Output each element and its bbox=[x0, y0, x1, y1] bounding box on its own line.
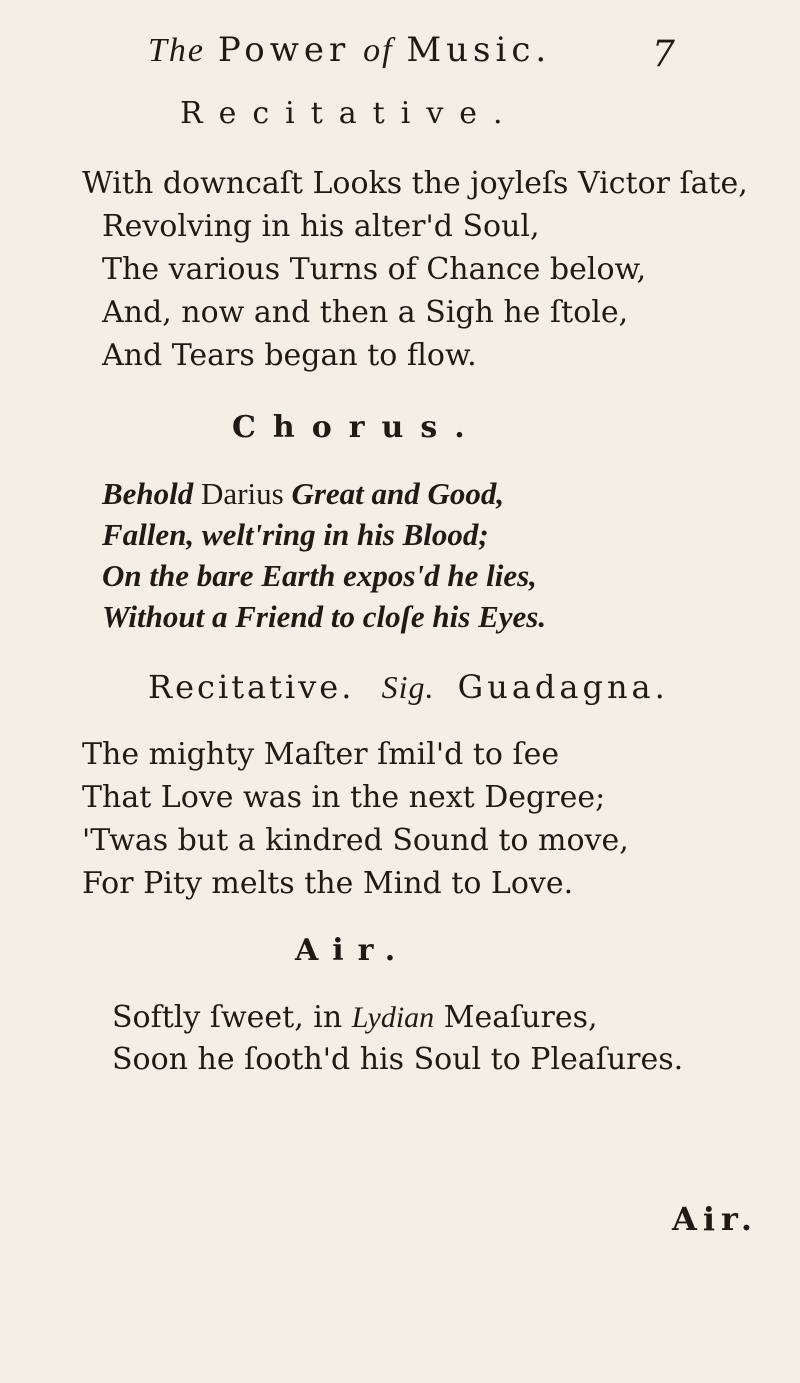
air-lydian: Lydian bbox=[351, 1001, 435, 1034]
recitative-sig-line bbox=[148, 668, 669, 706]
running-head-music: Music. bbox=[406, 30, 552, 70]
running-head-power: Power bbox=[217, 30, 351, 70]
air-measures: Meaſures, bbox=[443, 1000, 598, 1035]
recitative-heading: Recitative. bbox=[180, 96, 519, 131]
singer-name: Guadagna. bbox=[457, 668, 669, 706]
air-softly: Softly ſweet, in bbox=[112, 1000, 343, 1035]
running-head bbox=[148, 30, 551, 70]
verse-line: 'Twas but a kindred Sound to move, bbox=[82, 823, 629, 858]
sig-label: Sig. bbox=[381, 669, 435, 705]
chorus-darius: Darius bbox=[201, 476, 284, 511]
catchword: Air. bbox=[672, 1200, 759, 1238]
verse-line: And, now and then a Sigh he ſtole, bbox=[102, 295, 629, 330]
chorus-great-good: Great and Good, bbox=[291, 476, 505, 511]
running-head-of: of bbox=[363, 32, 394, 69]
chorus-line bbox=[102, 476, 504, 512]
chorus-line: Without a Friend to cloſe his Eyes. bbox=[102, 599, 547, 634]
air-heading: Air. bbox=[295, 933, 410, 968]
verse-line: With downcaſt Looks the joyleſs Victor ſate, bbox=[82, 166, 748, 201]
verse-line: And Tears began to flow. bbox=[102, 338, 477, 373]
verse-line: The mighty Maſter ſmil'd to ſee bbox=[82, 737, 560, 772]
verse-line: The various Turns of Chance below, bbox=[102, 252, 647, 287]
verse-line: That Love was in the next Degree; bbox=[82, 780, 606, 815]
chorus-behold: Behold bbox=[102, 476, 194, 511]
verse-line: Revolving in his alter'd Soul, bbox=[102, 209, 540, 244]
chorus-line: On the bare Earth expos'd he lies, bbox=[102, 558, 537, 593]
running-head-the: The bbox=[148, 32, 205, 69]
verse-line: For Pity melts the Mind to Love. bbox=[82, 866, 574, 901]
air-line bbox=[112, 1000, 598, 1035]
chorus-line: Fallen, welt'ring in his Blood; bbox=[102, 517, 489, 552]
air-line: Soon he ſooth'd his Soul to Pleaſures. bbox=[112, 1042, 684, 1077]
page-number: 7 bbox=[652, 34, 675, 75]
chorus-heading: Chorus. bbox=[232, 410, 482, 445]
recitative-heading-2: Recitative. bbox=[148, 668, 355, 706]
